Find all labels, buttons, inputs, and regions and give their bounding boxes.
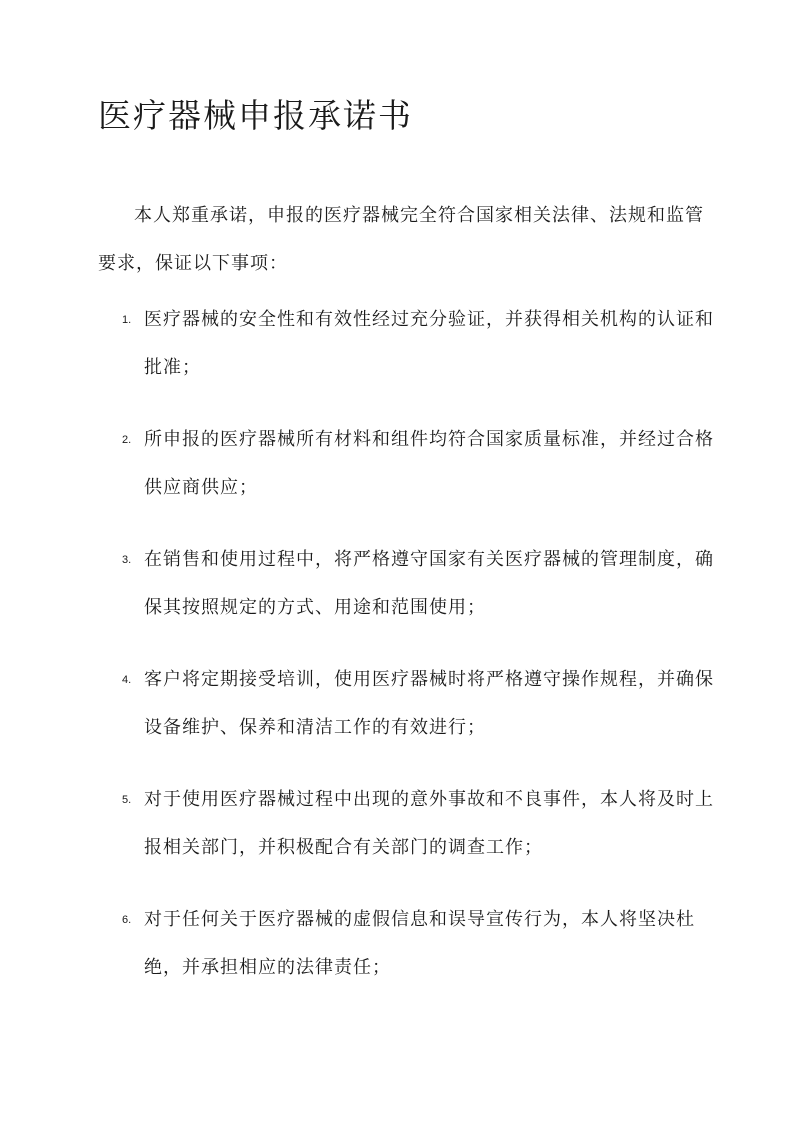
list-item <box>98 296 718 392</box>
list-item-number: 5. <box>122 794 132 806</box>
list-item-number: 3. <box>122 554 132 566</box>
list-item <box>98 776 718 872</box>
list-item-text: 对于任何关于医疗器械的虚假信息和误导宣传行为，本人将坚决杜绝，并承担相应的法律责任； <box>144 909 695 978</box>
commitment-list <box>98 296 718 1016</box>
list-item <box>98 896 718 992</box>
list-item-number: 6. <box>122 914 132 926</box>
list-item-text: 客户将定期接受培训，使用医疗器械时将严格遵守操作规程，并确保设备维护、保养和清洁工作的有效进行； <box>144 669 714 738</box>
list-item-text: 在销售和使用过程中，将严格遵守国家有关医疗器械的管理制度，确保其按照规定的方式、用途和范围使用； <box>144 549 714 618</box>
list-item-text: 医疗器械的安全性和有效性经过充分验证，并获得相关机构的认证和批准； <box>144 309 714 378</box>
intro-paragraph: 本人郑重承诺，申报的医疗器械完全符合国家相关法律、法规和监管要求，保证以下事项： <box>98 205 704 274</box>
list-item <box>98 536 718 632</box>
list-item-text: 对于使用医疗器械过程中出现的意外事故和不良事件，本人将及时上报相关部门，并积极配合有关部门的调查工作； <box>144 789 714 858</box>
list-item-text: 所申报的医疗器械所有材料和组件均符合国家质量标准，并经过合格供应商供应； <box>144 429 714 498</box>
list-item-number: 2. <box>122 434 132 446</box>
list-item-number: 1. <box>122 314 132 326</box>
list-item-number: 4. <box>122 674 132 686</box>
page-title: 医疗器械申报承诺书 <box>98 96 413 135</box>
list-item <box>98 416 718 512</box>
list-item <box>98 656 718 752</box>
